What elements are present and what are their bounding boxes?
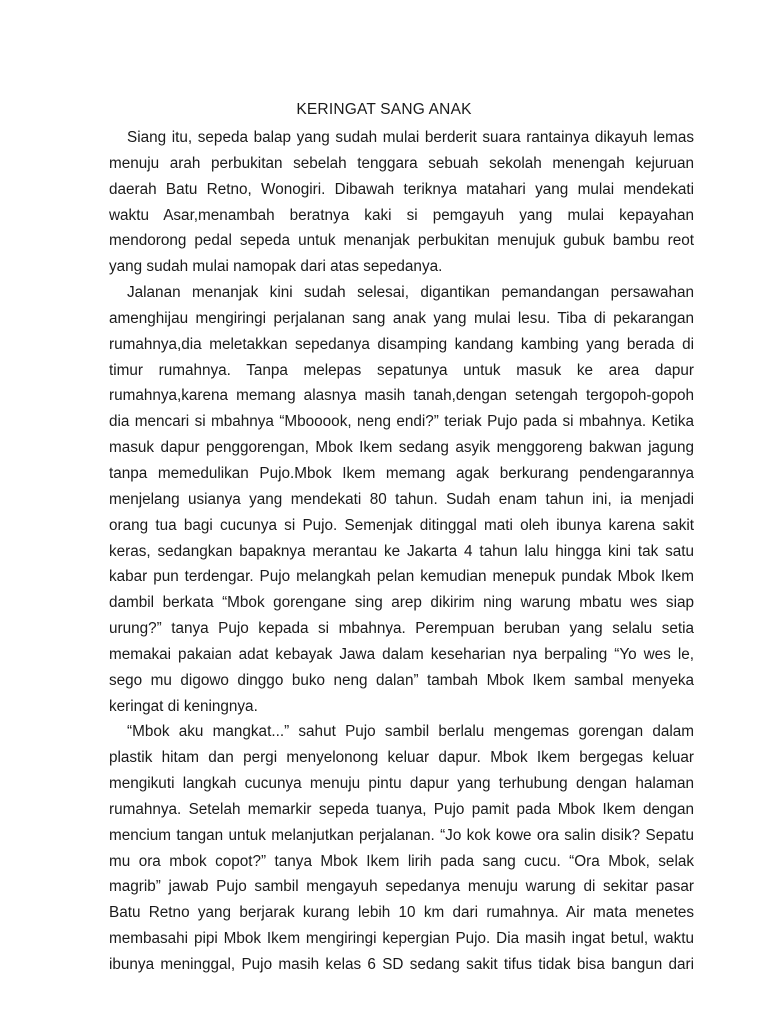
text-line: keringat di keningnya.	[109, 697, 258, 715]
paragraph-1	[109, 125, 694, 280]
text-line: tanpa memedulikan Pujo.Mbok Ikem memang agak berkurang pendengarannya	[109, 464, 694, 482]
text-line: “Mbok aku mangkat...” sahut Pujo sambil berlalu mengemas gorengan dalam	[127, 723, 694, 741]
text-line: rumahnya,karena memang alasnya masih tanah,dengan setengah tergopoh-gopoh	[109, 387, 694, 405]
text-line: timur rumahnya. Tanpa melepas sepatunya untuk masuk ke area dapur	[109, 361, 694, 379]
text-line: Siang itu, sepeda balap yang sudah mulai berderit suara rantainya dikayuh lemas	[127, 129, 694, 146]
text-line: menuju arah perbukitan sebelah tenggara sebuah sekolah menengah kejuruan	[109, 154, 694, 172]
text-line: urung?” tanya Pujo kepada si mbahnya. Perempuan beruban yang selalu setia	[109, 620, 694, 638]
text-line: orang tua bagi cucunya si Pujo. Semenjak ditinggal mati oleh ibunya karena sakit	[109, 516, 694, 534]
text-line: dambil berkata “Mbok gorengane sing arep dikirim ning warung mbatu wes siap	[109, 594, 694, 612]
text-line: daerah Batu Retno, Wonogiri. Dibawah teriknya matahari yang mulai mendekati	[109, 180, 694, 198]
text-line: ibunya meninggal, Pujo masih kelas 6 SD sedang sakit tifus tidak bisa bangun dari	[109, 956, 694, 973]
text-line: mengikuti langkah cucunya menuju pintu dapur yang terhubung dengan halaman	[109, 775, 694, 793]
text-line: mendorong pedal sepeda untuk menanjak perbukitan menujuk gubuk bambu reot	[109, 232, 694, 250]
text-line: keras, sedangkan bapaknya merantau ke Jakarta 4 tahun lalu hingga kini tak satu	[109, 542, 694, 560]
text-line: amenghijau mengiringi perjalanan sang anak yang mulai lesu. Tiba di pekarangan	[109, 309, 694, 327]
text-line: rumahnya,dia meletakkan sepedanya disamping kandang kambing yang berada di	[109, 335, 694, 353]
document-body	[109, 125, 694, 978]
text-line: membasahi pipi Mbok Ikem mengiringi kepergian Pujo. Dia masih ingat betul, waktu	[109, 930, 694, 948]
text-line: mencium tangan untuk melanjutkan perjalanan. “Jo kok kowe ora salin disik? Sepatu	[109, 826, 694, 844]
text-line: kabar pun terdengar. Pujo melangkah pelan kemudian menepuk pundak Mbok Ikem	[109, 568, 694, 586]
document-title: KERINGAT SANG ANAK	[296, 101, 472, 118]
paragraph-3	[109, 719, 694, 977]
text-line: sego mu digowo dinggo buko neng dalan” tambah Mbok Ikem sambal menyeka	[109, 671, 694, 689]
text-line: menjelang usianya yang mendekati 80 tahun. Sudah enam tahun ini, ia menjadi	[109, 490, 694, 508]
text-line: dia mencari si mbahnya “Mbooook, neng endi?” teriak Pujo pada si mbahnya. Ketika	[109, 413, 694, 431]
text-line: magrib” jawab Pujo sambil mengayuh sepedanya menuju warung di sekitar pasar	[109, 878, 694, 896]
text-line: rumahnya. Setelah memarkir sepeda tuanya, Pujo pamit pada Mbok Ikem dengan	[109, 800, 694, 818]
text-line: memakai pakaian adat kebayak Jawa dalam keseharian nya berpaling “Yo wes le,	[109, 645, 694, 663]
paragraph-2	[109, 280, 694, 719]
text-line: Batu Retno yang berjarak kurang lebih 10 km dari rumahnya. Air mata menetes	[109, 904, 694, 922]
text-line: mu ora mbok copot?” tanya Mbok Ikem lirih pada sang cucu. “Ora Mbok, selak	[109, 852, 694, 870]
text-line: waktu Asar,menambah beratnya kaki si pemgayuh yang mulai kepayahan	[109, 206, 694, 224]
text-line: Jalanan menanjak kini sudah selesai, digantikan pemandangan persawahan	[127, 284, 694, 302]
text-line: masuk dapur penggorengan, Mbok Ikem sedang asyik menggoreng bakwan jagung	[109, 439, 694, 457]
text-line: plastik hitam dan pergi menyelonong keluar dapur. Mbok Ikem bergegas keluar	[109, 749, 694, 767]
text-line: yang sudah mulai namopak dari atas sepedanya.	[109, 258, 443, 276]
